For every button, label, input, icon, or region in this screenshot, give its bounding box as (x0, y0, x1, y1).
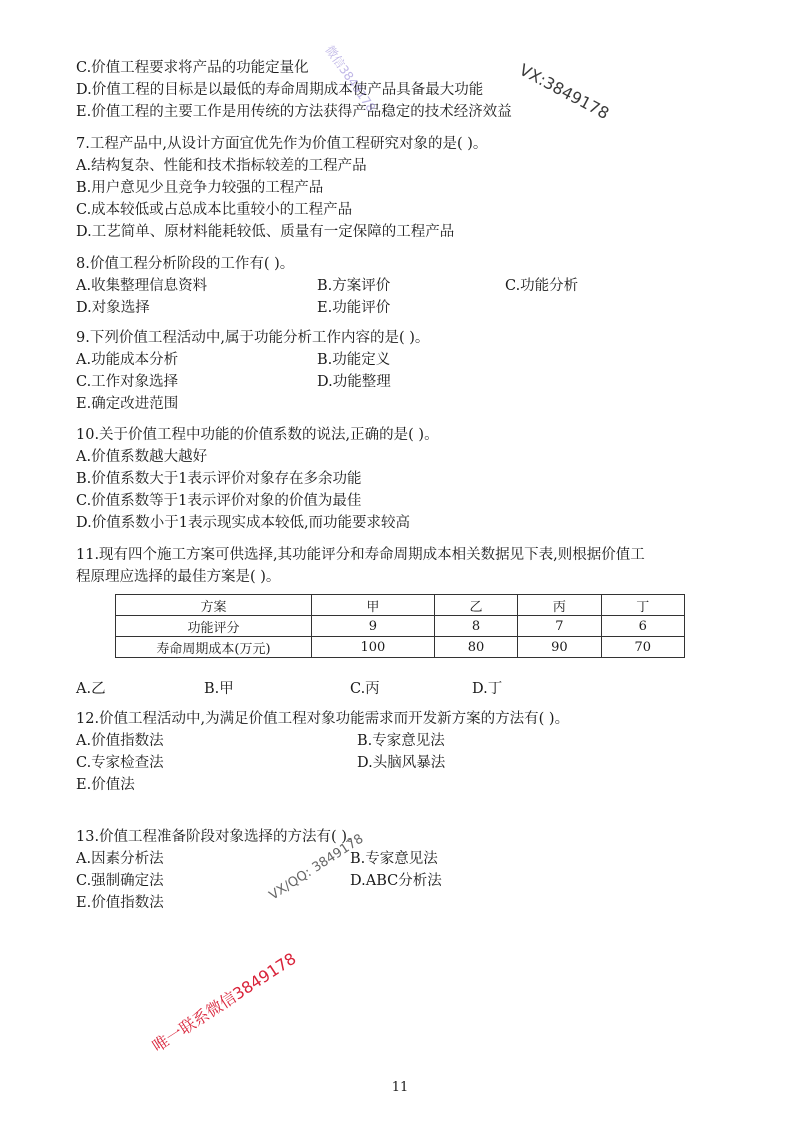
q10-option-d: D.价值系数小于1表示现实成本较低,而功能要求较高 (76, 515, 411, 531)
q11-stem-line1: 11.现有四个施工方案可供选择,其功能评分和寿命周期成本相关数据见下表,则根据价值工 (76, 547, 645, 563)
table-cell: 寿命周期成本(万元) (116, 637, 312, 658)
q13-option-d: D.ABC分析法 (350, 873, 442, 889)
watermark-vx: VX:3849178 (516, 59, 613, 124)
q7-option-a: A.结构复杂、性能和技术指标较差的工程产品 (76, 158, 367, 174)
q6-option-e: E.价值工程的主要工作是用传统的方法获得产品稳定的技术经济效益 (76, 104, 512, 120)
q9-option-b: B.功能定义 (317, 352, 391, 368)
q9-option-d: D.功能整理 (317, 374, 391, 390)
q9-stem: 9.下列价值工程活动中,属于功能分析工作内容的是( )。 (76, 330, 430, 346)
q8-option-a: A.收集整理信息资料 (76, 278, 208, 294)
table-cell: 70 (601, 637, 684, 658)
q8-stem: 8.价值工程分析阶段的工作有( )。 (76, 256, 295, 272)
q12-option-e: E.价值法 (76, 777, 135, 793)
q9-option-e: E.确定改进范围 (76, 396, 179, 412)
q12-option-c: C.专家检查法 (76, 755, 164, 771)
watermark-red: 唯一联系微信3849178 (148, 948, 300, 1056)
q9-option-a: A.功能成本分析 (76, 352, 179, 368)
table-cell: 8 (434, 616, 517, 637)
q10-option-c: C.价值系数等于1表示评价对象的价值为最佳 (76, 493, 362, 509)
q6-option-c: C.价值工程要求将产品的功能定量化 (76, 60, 309, 76)
q13-stem: 13.价值工程准备阶段对象选择的方法有( )。 (76, 829, 362, 845)
table-row (116, 616, 685, 637)
q8-option-d: D.对象选择 (76, 300, 150, 316)
q8-option-e: E.功能评价 (317, 300, 391, 316)
table-header-cell: 乙 (434, 595, 517, 616)
table-header-cell: 方案 (116, 595, 312, 616)
page-number: 11 (391, 1080, 409, 1095)
table-header-cell: 丙 (518, 595, 601, 616)
q7-option-b: B.用户意见少且竞争力较强的工程产品 (76, 180, 324, 196)
table-cell: 90 (518, 637, 601, 658)
q6-option-d: D.价值工程的目标是以最低的寿命周期成本使产品具备最大功能 (76, 82, 484, 98)
q10-stem: 10.关于价值工程中功能的价值系数的说法,正确的是( )。 (76, 427, 439, 443)
table-header-row (116, 595, 685, 616)
watermark-faint: 微信3849178 (322, 43, 379, 115)
watermark-qq: VX/QQ: 3849178 (266, 831, 367, 904)
table-cell: 6 (601, 616, 684, 637)
q8-option-b: B.方案评价 (317, 278, 391, 294)
q11-option-d: D.丁 (472, 681, 503, 697)
q7-option-d: D.工艺简单、原材料能耗较低、质量有一定保障的工程产品 (76, 224, 455, 240)
q12-stem: 12.价值工程活动中,为满足价值工程对象功能需求而开发新方案的方法有( )。 (76, 711, 570, 727)
table-cell: 80 (434, 637, 517, 658)
q13-option-e: E.价值指数法 (76, 895, 164, 911)
q11-option-b: B.甲 (204, 681, 234, 697)
q7-stem: 7.工程产品中,从设计方面宜优先作为价值工程研究对象的是( )。 (76, 136, 488, 152)
table-cell: 100 (312, 637, 435, 658)
table-header-cell: 丁 (601, 595, 684, 616)
q8-option-c: C.功能分析 (505, 278, 579, 294)
q12-option-a: A.价值指数法 (76, 733, 164, 749)
q13-option-a: A.因素分析法 (76, 851, 164, 867)
table-row (116, 637, 685, 658)
q11-option-c: C.丙 (350, 681, 380, 697)
q11-stem-line2: 程原理应选择的最佳方案是( )。 (76, 569, 281, 585)
q12-option-b: B.专家意见法 (357, 733, 445, 749)
q10-option-b: B.价值系数大于1表示评价对象存在多余功能 (76, 471, 362, 487)
q10-option-a: A.价值系数越大越好 (76, 449, 208, 465)
q13-option-b: B.专家意见法 (350, 851, 438, 867)
q13-option-c: C.强制确定法 (76, 873, 164, 889)
table-cell: 9 (312, 616, 435, 637)
table-cell: 功能评分 (116, 616, 312, 637)
q12-option-d: D.头脑风暴法 (357, 755, 446, 771)
q7-option-c: C.成本较低或占总成本比重较小的工程产品 (76, 202, 353, 218)
q11-option-a: A.乙 (76, 681, 106, 697)
q9-option-c: C.工作对象选择 (76, 374, 179, 390)
scheme-table (115, 594, 685, 658)
table-header-cell: 甲 (312, 595, 435, 616)
table-cell: 7 (518, 616, 601, 637)
